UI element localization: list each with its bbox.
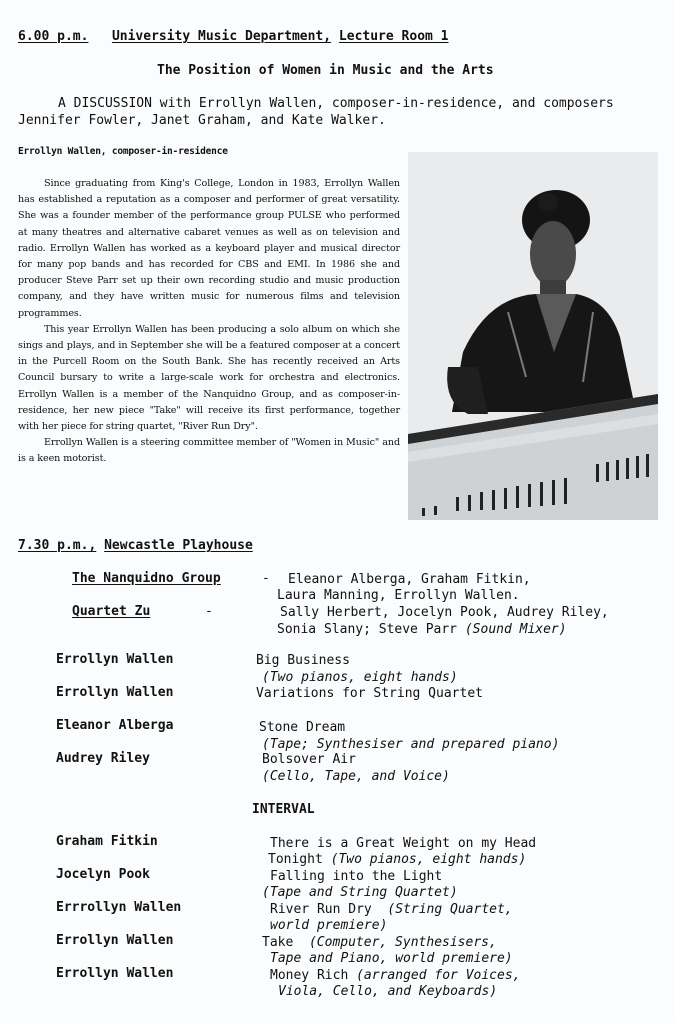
- program-title-continued: [268, 852, 526, 869]
- group-1-name: The Nanquidno Group: [72, 571, 221, 586]
- bio-text: [18, 176, 400, 468]
- session-1-venue: University Music Department,: [111, 29, 332, 44]
- program-composer: Graham Fitkin: [56, 834, 158, 849]
- session-1-room: Lecture Room 1: [338, 29, 449, 44]
- lead-line-1: A DISCUSSION with Errollyn Wallen, composer-in-residence, and composers: [58, 96, 614, 111]
- program-composer: Eleanor Alberga: [56, 718, 174, 733]
- interval-label: INTERVAL: [252, 802, 315, 817]
- program-title: Money Rich: [270, 968, 349, 983]
- program-title: Falling into the Light: [270, 869, 443, 884]
- group-2-role: (Sound Mixer): [464, 622, 567, 637]
- program-composer: Errollyn Wallen: [56, 966, 174, 981]
- lead-line-2: Jennifer Fowler, Janet Graham, and Kate Walker.: [18, 113, 386, 128]
- group-1-members-line-1: Eleanor Alberga, Graham Fitkin,: [288, 572, 531, 587]
- session-1-time: 6.00 p.m.: [18, 29, 89, 44]
- program-title: Tonight: [268, 852, 323, 867]
- group-1-members-line-2: Laura Manning, Errollyn Wallen.: [277, 588, 520, 603]
- program-detail: (String Quartet,: [387, 902, 513, 917]
- group-2-name: Quartet Zu: [72, 604, 151, 619]
- bio-paragraph-3: Errollyn Wallen is a steering committee member of "Women in Music" and is a keen motorist.: [18, 437, 400, 465]
- program-composer: Errollyn Wallen: [56, 652, 174, 667]
- program-detail: (Tape; Synthesiser and prepared piano): [262, 737, 560, 752]
- bio-heading: Errollyn Wallen, composer-in-residence: [18, 146, 228, 157]
- program-detail: (Two pianos, eight hands): [330, 852, 527, 867]
- program-title: Stone Dream: [259, 720, 346, 735]
- discussion-title: The Position of Women in Music and the Arts: [157, 63, 494, 78]
- bio-paragraph-2: This year Errollyn Wallen has been producing a solo album on which she sings and plays, and in September she will be a featured composer at a concert in the Purcell Room on the South Bank. She has recently received an Arts Council bursary to write a large-scale work for orchestra and electronics. Errollyn Wallen is a member of the Nanquidno Group, and as composer-in-residence, her new piece "Take" will receive its first performance, together with her piece for string quartet, "River Run Dry".: [18, 323, 400, 433]
- program-entry: [262, 935, 497, 952]
- program-detail: (Two pianos, eight hands): [262, 670, 458, 685]
- session-2-venue: Newcastle Playhouse: [104, 538, 253, 553]
- program-detail: (Tape and String Quartet): [262, 885, 458, 900]
- program-composer: Jocelyn Pook: [56, 867, 150, 882]
- program-entry: [270, 968, 520, 985]
- composer-photo: [408, 152, 658, 520]
- composer-photo-illustration: [408, 152, 658, 520]
- group-2-dash: -: [205, 604, 213, 619]
- program-detail: Viola, Cello, and Keyboards): [278, 984, 498, 999]
- program-detail: Tape and Piano, world premiere): [270, 951, 513, 966]
- group-1-dash: -: [262, 571, 270, 586]
- group-2-members-line-1: Sally Herbert, Jocelyn Pook, Audrey Riley,: [280, 605, 609, 620]
- program-composer: Audrey Riley: [56, 751, 150, 766]
- program-detail: (Cello, Tape, and Voice): [262, 769, 450, 784]
- program-composer: Errollyn Wallen: [56, 685, 174, 700]
- program-composer: Errrollyn Wallen: [56, 900, 182, 915]
- program-title: Bolsover Air: [262, 752, 356, 767]
- program-detail: world premiere): [270, 918, 388, 933]
- session-2-time: 7.30 p.m.,: [18, 538, 97, 553]
- program-detail: (Computer, Synthesisers,: [308, 935, 497, 950]
- program-title: River Run Dry: [270, 902, 372, 917]
- session-2-header: [18, 538, 253, 553]
- program-title: Variations for String Quartet: [256, 686, 483, 701]
- program-detail: (arranged for Voices,: [356, 968, 521, 983]
- group-2-members-line-2: [277, 622, 567, 639]
- program-title: Big Business: [256, 653, 350, 668]
- program-title: Take: [262, 935, 294, 950]
- bio-paragraph-1: Since graduating from King's College, London in 1983, Errollyn Wallen has established a reputation as a composer and performer of great versatility. She was a founder member of the performance group PULSE who performed at many theatres and alternative cabaret venues as well as on television and radio. Errollyn Wallen has worked as a keyboard player and musical director for many pop bands and has recorded for CBS and EMI. In 1986 she and producer Steve Parr set up their own recording studio and music production company, and they have written music for numerous films and television programmes.: [18, 178, 400, 319]
- program-title: There is a Great Weight on my Head: [270, 836, 537, 851]
- session-1-header: [18, 29, 449, 44]
- program-entry: [270, 902, 513, 919]
- group-2-members: Sonia Slany; Steve Parr: [277, 622, 458, 637]
- program-composer: Errollyn Wallen: [56, 933, 174, 948]
